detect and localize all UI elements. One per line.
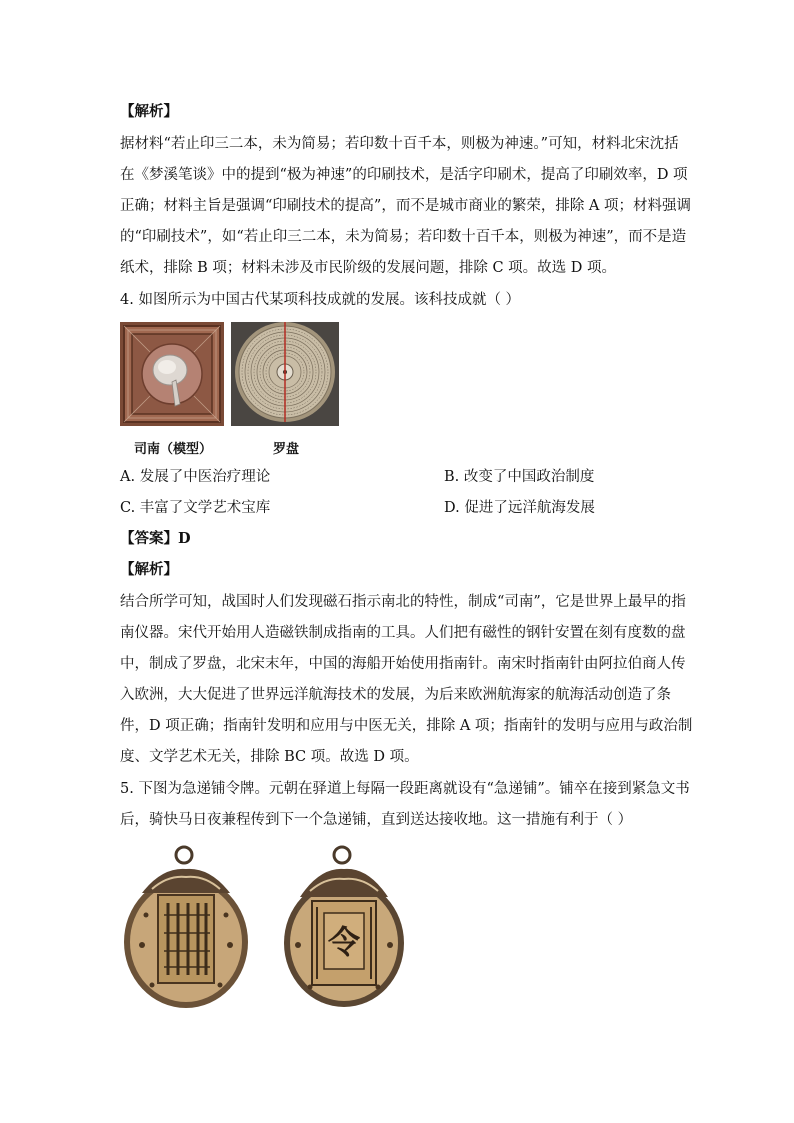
tablet-front-image: [122, 845, 262, 1010]
tablet-back-image: [282, 845, 412, 1010]
compass-caption: 罗盘: [272, 442, 299, 457]
q4-analysis-line: 度、文学艺术无关，排除 BC 项。故选 D 项。: [120, 749, 419, 765]
q4-analysis-line: 南仪器。宋代开始用人造磁铁制成指南的工具。人们把有磁性的钢针安置在刻有度数的盘: [120, 625, 686, 641]
q3-analysis-line: 在《梦溪笔谈》中的提到“极为神速”的印刷技术，是活字印刷术，提高了印刷效率，D 项: [120, 167, 688, 183]
q4-analysis-line: 入欧洲，大大促进了世界远洋航海技术的发展，为后来欧洲航海家的航海活动创造了条: [120, 687, 671, 703]
q4-analysis-line: 中，制成了罗盘，北宋末年，中国的海船开始使用指南针。南宋时指南针由阿拉伯商人传: [120, 656, 686, 672]
q5-stem-line: 5. 下图为急递铺令牌。元朝在驿道上每隔一段距离就设有“急递铺”。铺卒在接到紧急文书: [120, 781, 690, 797]
q3-analysis-line: 纸术，排除 B 项；材料未涉及市民阶级的发展问题，排除 C 项。故选 D 项。: [120, 260, 617, 276]
compass-luopan-image: [231, 322, 339, 426]
q3-analysis-line: 据材料“若止印三二本，未为简易；若印数十百千本，则极为神速。”可知，材料北宋沈括: [120, 136, 679, 152]
q3-analysis-label: 【解析】: [120, 103, 178, 120]
q5-stem-line: 后，骑快马日夜兼程传到下一个急递铺，直到送达接收地。这一措施有利于（ ）: [120, 812, 633, 828]
tablet-ling-char: 令: [327, 923, 361, 961]
q3-analysis-line: 正确；材料主旨是强调“印刷技术的提高”，而不是城市商业的繁荣，排除 A 项；材料强调: [120, 198, 692, 214]
sinan-model-image: [120, 322, 224, 426]
q4-option-d: D. 促进了远洋航海发展: [444, 500, 595, 516]
sinan-caption: 司南（模型）: [133, 442, 212, 457]
q4-analysis-line: 结合所学可知，战国时人们发现磁石指示南北的特性，制成“司南”，它是世界上最早的指: [120, 594, 686, 610]
q4-option-c: C. 丰富了文学艺术宝库: [120, 500, 271, 516]
q4-analysis-line: 件，D 项正确；指南针发明和应用与中医无关，排除 A 项；指南针的发明与应用与政治制: [120, 718, 693, 734]
q4-answer: 【答案】D: [120, 530, 191, 547]
q3-analysis-line: 的“印刷技术”，如“若止印三二本，未为简易；若印数十百千本，则极为神速”，而不是造: [120, 229, 687, 245]
q4-option-b: B. 改变了中国政治制度: [444, 469, 595, 485]
q4-stem: 4. 如图所示为中国古代某项科技成就的发展。该科技成就（ ）: [120, 292, 521, 308]
q4-option-a: A. 发展了中医治疗理论: [120, 469, 271, 485]
q4-analysis-label: 【解析】: [120, 561, 178, 578]
